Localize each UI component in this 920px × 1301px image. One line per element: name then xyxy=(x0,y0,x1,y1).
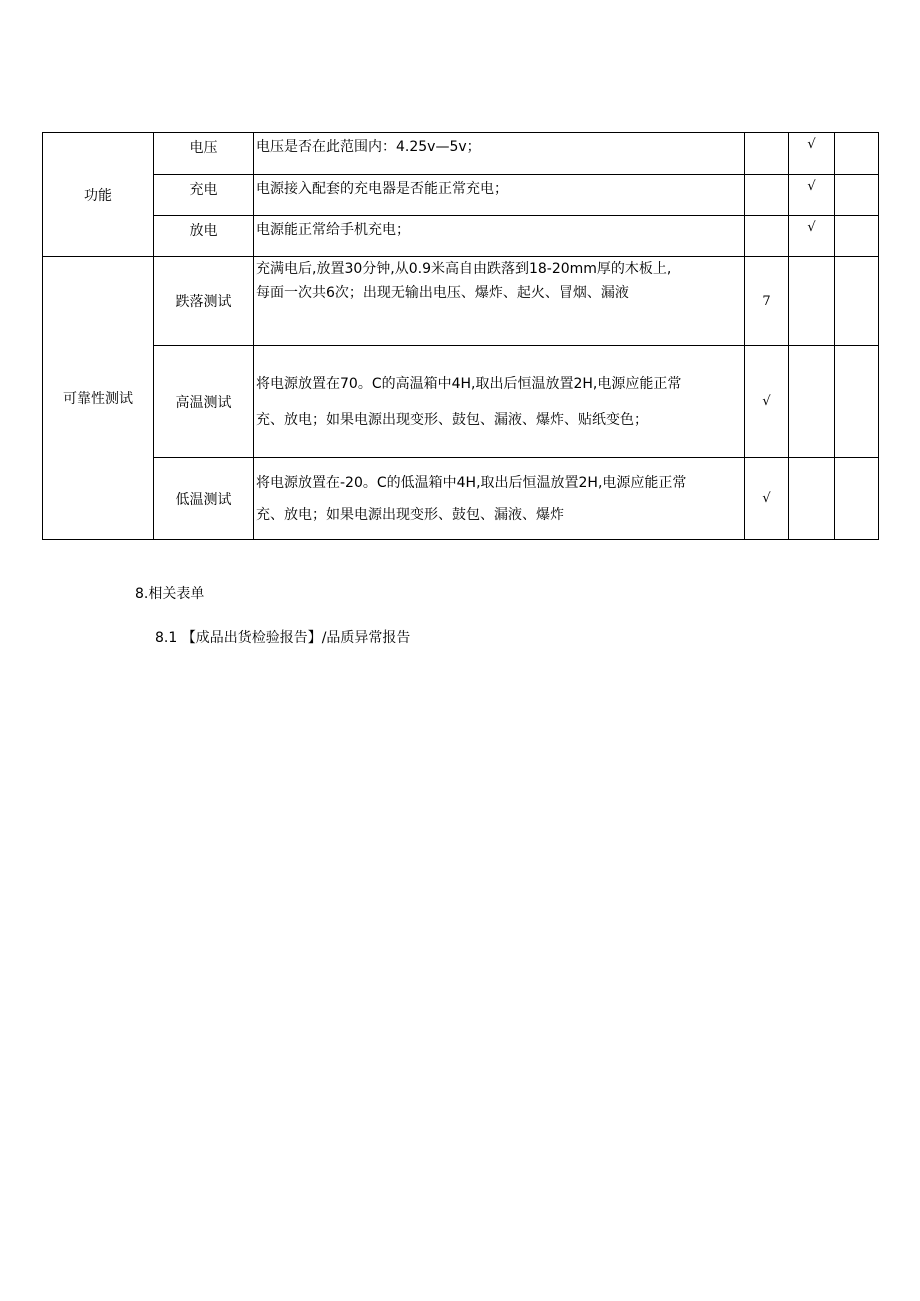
mark-col-c xyxy=(835,216,879,257)
mark-col-a xyxy=(745,175,789,216)
table-row xyxy=(43,133,879,175)
mark-col-b xyxy=(789,257,835,346)
requirement-discharge: 电源能正常给手机充电； xyxy=(254,216,745,257)
requirement-high-temp-test xyxy=(254,346,745,458)
section-item: 8.1 【成品出货检验报告】/品质异常报告 xyxy=(155,630,411,646)
mark-col-c xyxy=(835,346,879,458)
section-heading: 8.相关表单 xyxy=(135,586,205,602)
requirement-line: 将电源放置在-20。C的低温箱中4H,取出后恒温放置2H,电源应能正常 xyxy=(256,474,687,491)
item-drop-test: 跌落测试 xyxy=(154,257,254,346)
item-voltage: 电压 xyxy=(154,133,254,175)
mark-col-c xyxy=(835,175,879,216)
mark-col-a: √ xyxy=(745,458,789,540)
requirement-line: 充、放电；如果电源出现变形、鼓包、漏液、爆炸 xyxy=(256,506,564,523)
mark-col-b: √ xyxy=(789,133,835,175)
mark-col-b: √ xyxy=(789,175,835,216)
category-reliability: 可靠性测试 xyxy=(43,257,154,540)
requirement-low-temp-test xyxy=(254,458,745,540)
requirement-line: 每面一次共6次；出现无输出电压、爆炸、起火、冒烟、漏液 xyxy=(256,285,629,301)
table-row xyxy=(43,216,879,257)
mark-col-a: √ xyxy=(745,346,789,458)
requirement-line: 充、放电；如果电源出现变形、鼓包、漏液、爆炸、贴纸变色； xyxy=(256,411,648,428)
mark-col-b: √ xyxy=(789,216,835,257)
mark-col-a: 7 xyxy=(745,257,789,346)
mark-col-b xyxy=(789,458,835,540)
requirement-line: 充满电后,放置30分钟,从0.9米高自由跌落到18-20mm厚的木板上, xyxy=(256,261,672,277)
mark-col-c xyxy=(835,133,879,175)
item-charge: 充电 xyxy=(154,175,254,216)
table-row xyxy=(43,458,879,540)
mark-col-a xyxy=(745,216,789,257)
mark-col-b xyxy=(789,346,835,458)
inspection-table xyxy=(42,132,879,540)
mark-col-c xyxy=(835,257,879,346)
table-row xyxy=(43,175,879,216)
mark-col-a xyxy=(745,133,789,175)
table-row xyxy=(43,257,879,346)
requirement-charge: 电源接入配套的充电器是否能正常充电； xyxy=(254,175,745,216)
requirement-voltage: 电压是否在此范围内：4.25v—5v； xyxy=(254,133,745,175)
requirement-line: 将电源放置在70。C的高温箱中4H,取出后恒温放置2H,电源应能正常 xyxy=(256,375,682,392)
category-function: 功能 xyxy=(43,133,154,257)
mark-col-c xyxy=(835,458,879,540)
item-discharge: 放电 xyxy=(154,216,254,257)
item-high-temp-test: 高温测试 xyxy=(154,346,254,458)
table-row xyxy=(43,346,879,458)
item-low-temp-test: 低温测试 xyxy=(154,458,254,540)
requirement-drop-test xyxy=(254,257,745,346)
